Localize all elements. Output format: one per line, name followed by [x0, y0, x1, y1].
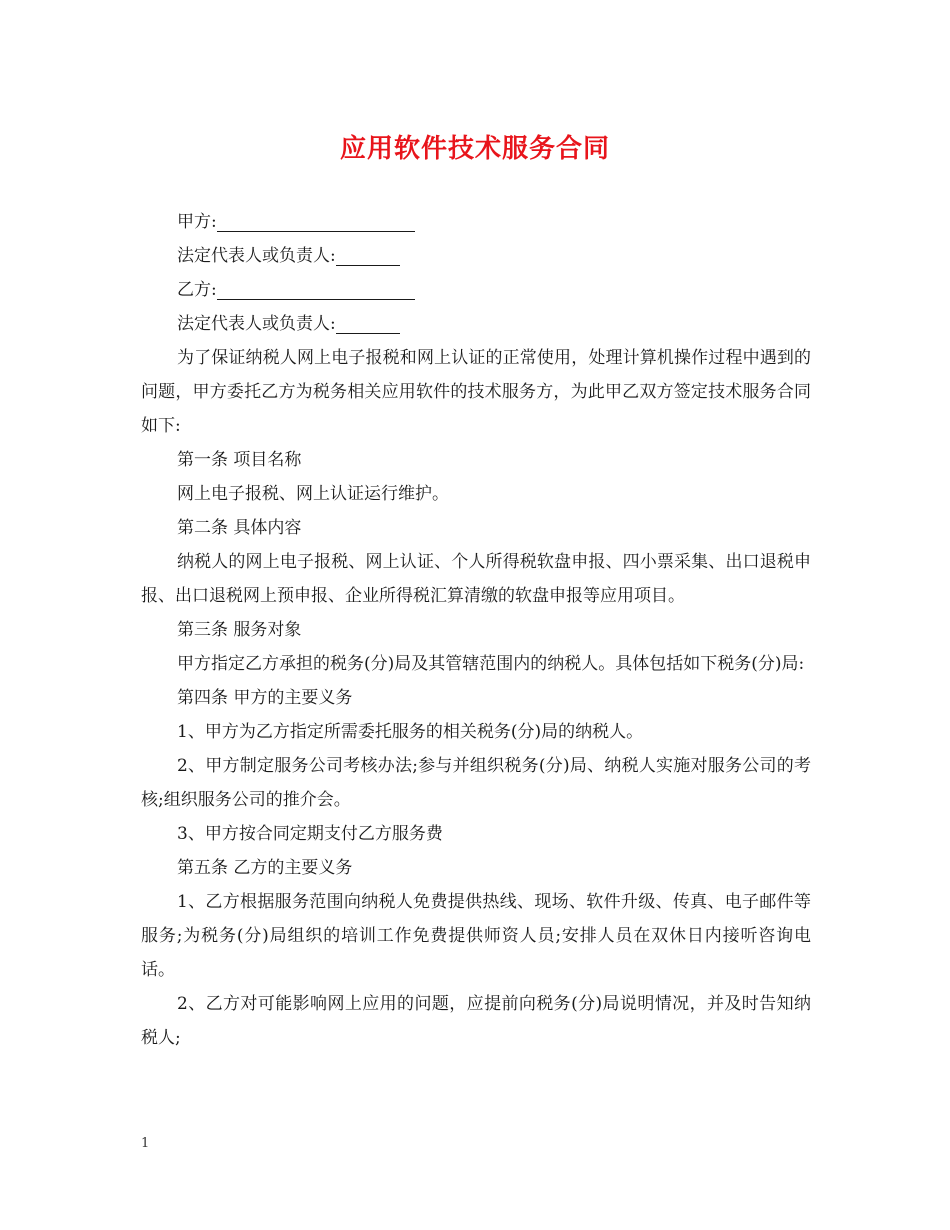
- article-3-heading: 第三条 服务对象: [177, 620, 302, 640]
- article-4-item-3: 3、甲方按合同定期支付乙方服务费: [177, 824, 443, 844]
- article-4-heading: 第四条 甲方的主要义务: [177, 688, 353, 708]
- article-5-heading: 第五条 乙方的主要义务: [177, 858, 353, 878]
- article-2-heading: 第二条 具体内容: [177, 518, 302, 538]
- article-1-text: 网上电子报税、网上认证运行维护。: [177, 484, 449, 504]
- party-b-representative-line: [141, 307, 811, 341]
- party-a-representative-line: [141, 239, 811, 273]
- party-a-representative-label: 法定代表人或负责人:: [177, 246, 336, 266]
- party-b-representative-label: 法定代表人或负责人:: [177, 314, 336, 334]
- party-a-representative-blank: [336, 245, 400, 266]
- page-number: 1: [141, 1136, 150, 1151]
- party-a-line: [141, 205, 811, 239]
- article-2-text: 纳税人的网上电子报税、网上认证、个人所得税软盘申报、四小票采集、出口退税申报、出口退税网上预申报、企业所得税汇算清缴的软盘申报等应用项目。: [141, 552, 811, 606]
- preamble-paragraph: 为了保证纳税人网上电子报税和网上认证的正常使用，处理计算机操作过程中遇到的问题，甲方委托乙方为税务相关应用软件的技术服务方，为此甲乙双方签定技术服务合同如下:: [141, 348, 811, 436]
- article-4-item-2: 2、甲方制定服务公司考核办法;参与并组织税务(分)局、纳税人实施对服务公司的考核;组织服务公司的推介会。: [141, 756, 811, 810]
- article-4-item-1: 1、甲方为乙方指定所需委托服务的相关税务(分)局的纳税人。: [177, 722, 644, 742]
- article-3-text: 甲方指定乙方承担的税务(分)局及其管辖范围内的纳税人。具体包括如下税务(分)局:: [177, 654, 805, 674]
- article-1-heading: 第一条 项目名称: [177, 450, 302, 470]
- party-a-label: 甲方:: [177, 212, 217, 232]
- document-title: 应用软件技术服务合同: [339, 134, 610, 164]
- document-body: [141, 205, 811, 1055]
- party-a-blank: [217, 211, 415, 232]
- party-b-line: [141, 273, 811, 307]
- article-5-item-2: 2、乙方对可能影响网上应用的问题，应提前向税务(分)局说明情况，并及时告知纳税人;: [141, 994, 811, 1048]
- party-b-label: 乙方:: [177, 280, 217, 300]
- article-5-item-1: 1、乙方根据服务范围向纳税人免费提供热线、现场、软件升级、传真、电子邮件等服务;为税务(分)局组织的培训工作免费提供师资人员;安排人员在双休日内接听咨询电话。: [141, 892, 811, 980]
- party-b-representative-blank: [336, 313, 400, 334]
- party-b-blank: [217, 279, 415, 300]
